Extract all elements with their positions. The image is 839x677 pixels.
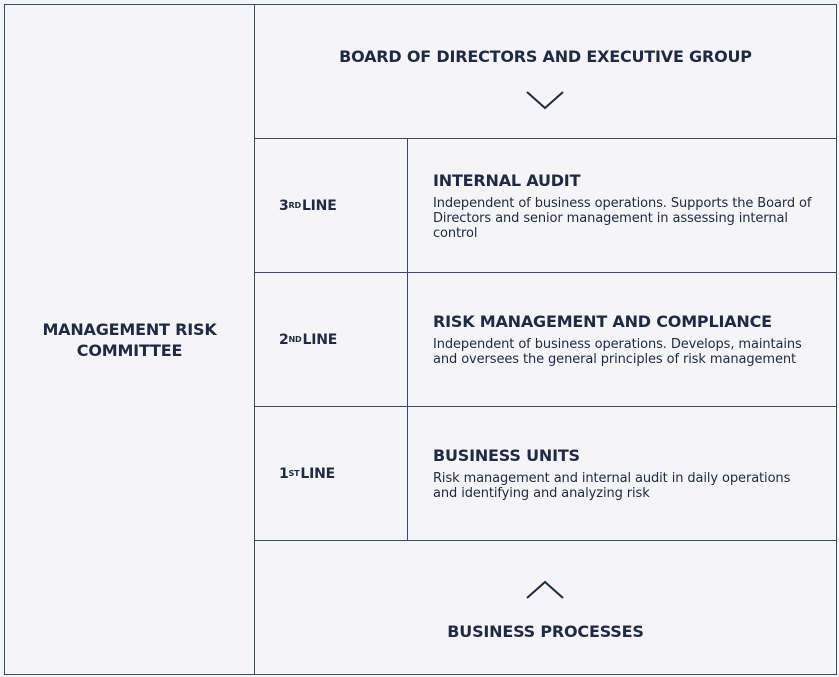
line-word: LINE [302, 331, 338, 348]
third-line-label [255, 139, 408, 272]
internal-audit-title: INTERNAL AUDIT [433, 170, 581, 190]
line-ordinal-suffix: ND [288, 335, 302, 344]
org-diagram [4, 4, 837, 675]
risk-management-description: Independent of business operations. Develops, maintains and oversees the general principles of risk management [433, 337, 802, 367]
business-units-title: BUSINESS UNITS [433, 446, 580, 465]
first-line-content [433, 407, 813, 540]
business-processes-box [255, 541, 836, 674]
first-line-row [255, 407, 836, 541]
chevron-down-icon [525, 89, 565, 111]
line-number: 3 [279, 197, 289, 214]
second-line-row [255, 273, 836, 407]
first-line-label [255, 407, 408, 540]
business-processes-label: BUSINESS PROCESSES [447, 622, 644, 641]
third-line-content [433, 139, 813, 272]
line-word: LINE [300, 465, 335, 482]
second-line-content [433, 273, 813, 406]
line-ordinal-suffix: ST [288, 469, 300, 478]
line-number: 2 [279, 331, 289, 348]
board-of-directors-box [255, 5, 836, 139]
board-of-directors-label: BOARD OF DIRECTORS AND EXECUTIVE GROUP [339, 47, 752, 66]
business-units-description: Risk management and internal audit in daily operations and identifying and analyzing risk [433, 471, 791, 501]
management-risk-committee-label: MANAGEMENT RISK COMMITTEE [42, 319, 217, 360]
third-line-row [255, 139, 836, 273]
second-line-label [255, 273, 408, 406]
risk-management-title: RISK MANAGEMENT AND COMPLIANCE [433, 312, 772, 331]
line-ordinal-suffix: RD [288, 201, 301, 210]
chevron-up-icon [525, 579, 565, 601]
internal-audit-description: Independent of business operations. Supports the Board of Directors and senior management in assessing internal control [433, 195, 812, 241]
line-word: LINE [301, 197, 337, 214]
management-risk-committee-box [5, 5, 255, 674]
line-number: 1 [279, 465, 289, 482]
